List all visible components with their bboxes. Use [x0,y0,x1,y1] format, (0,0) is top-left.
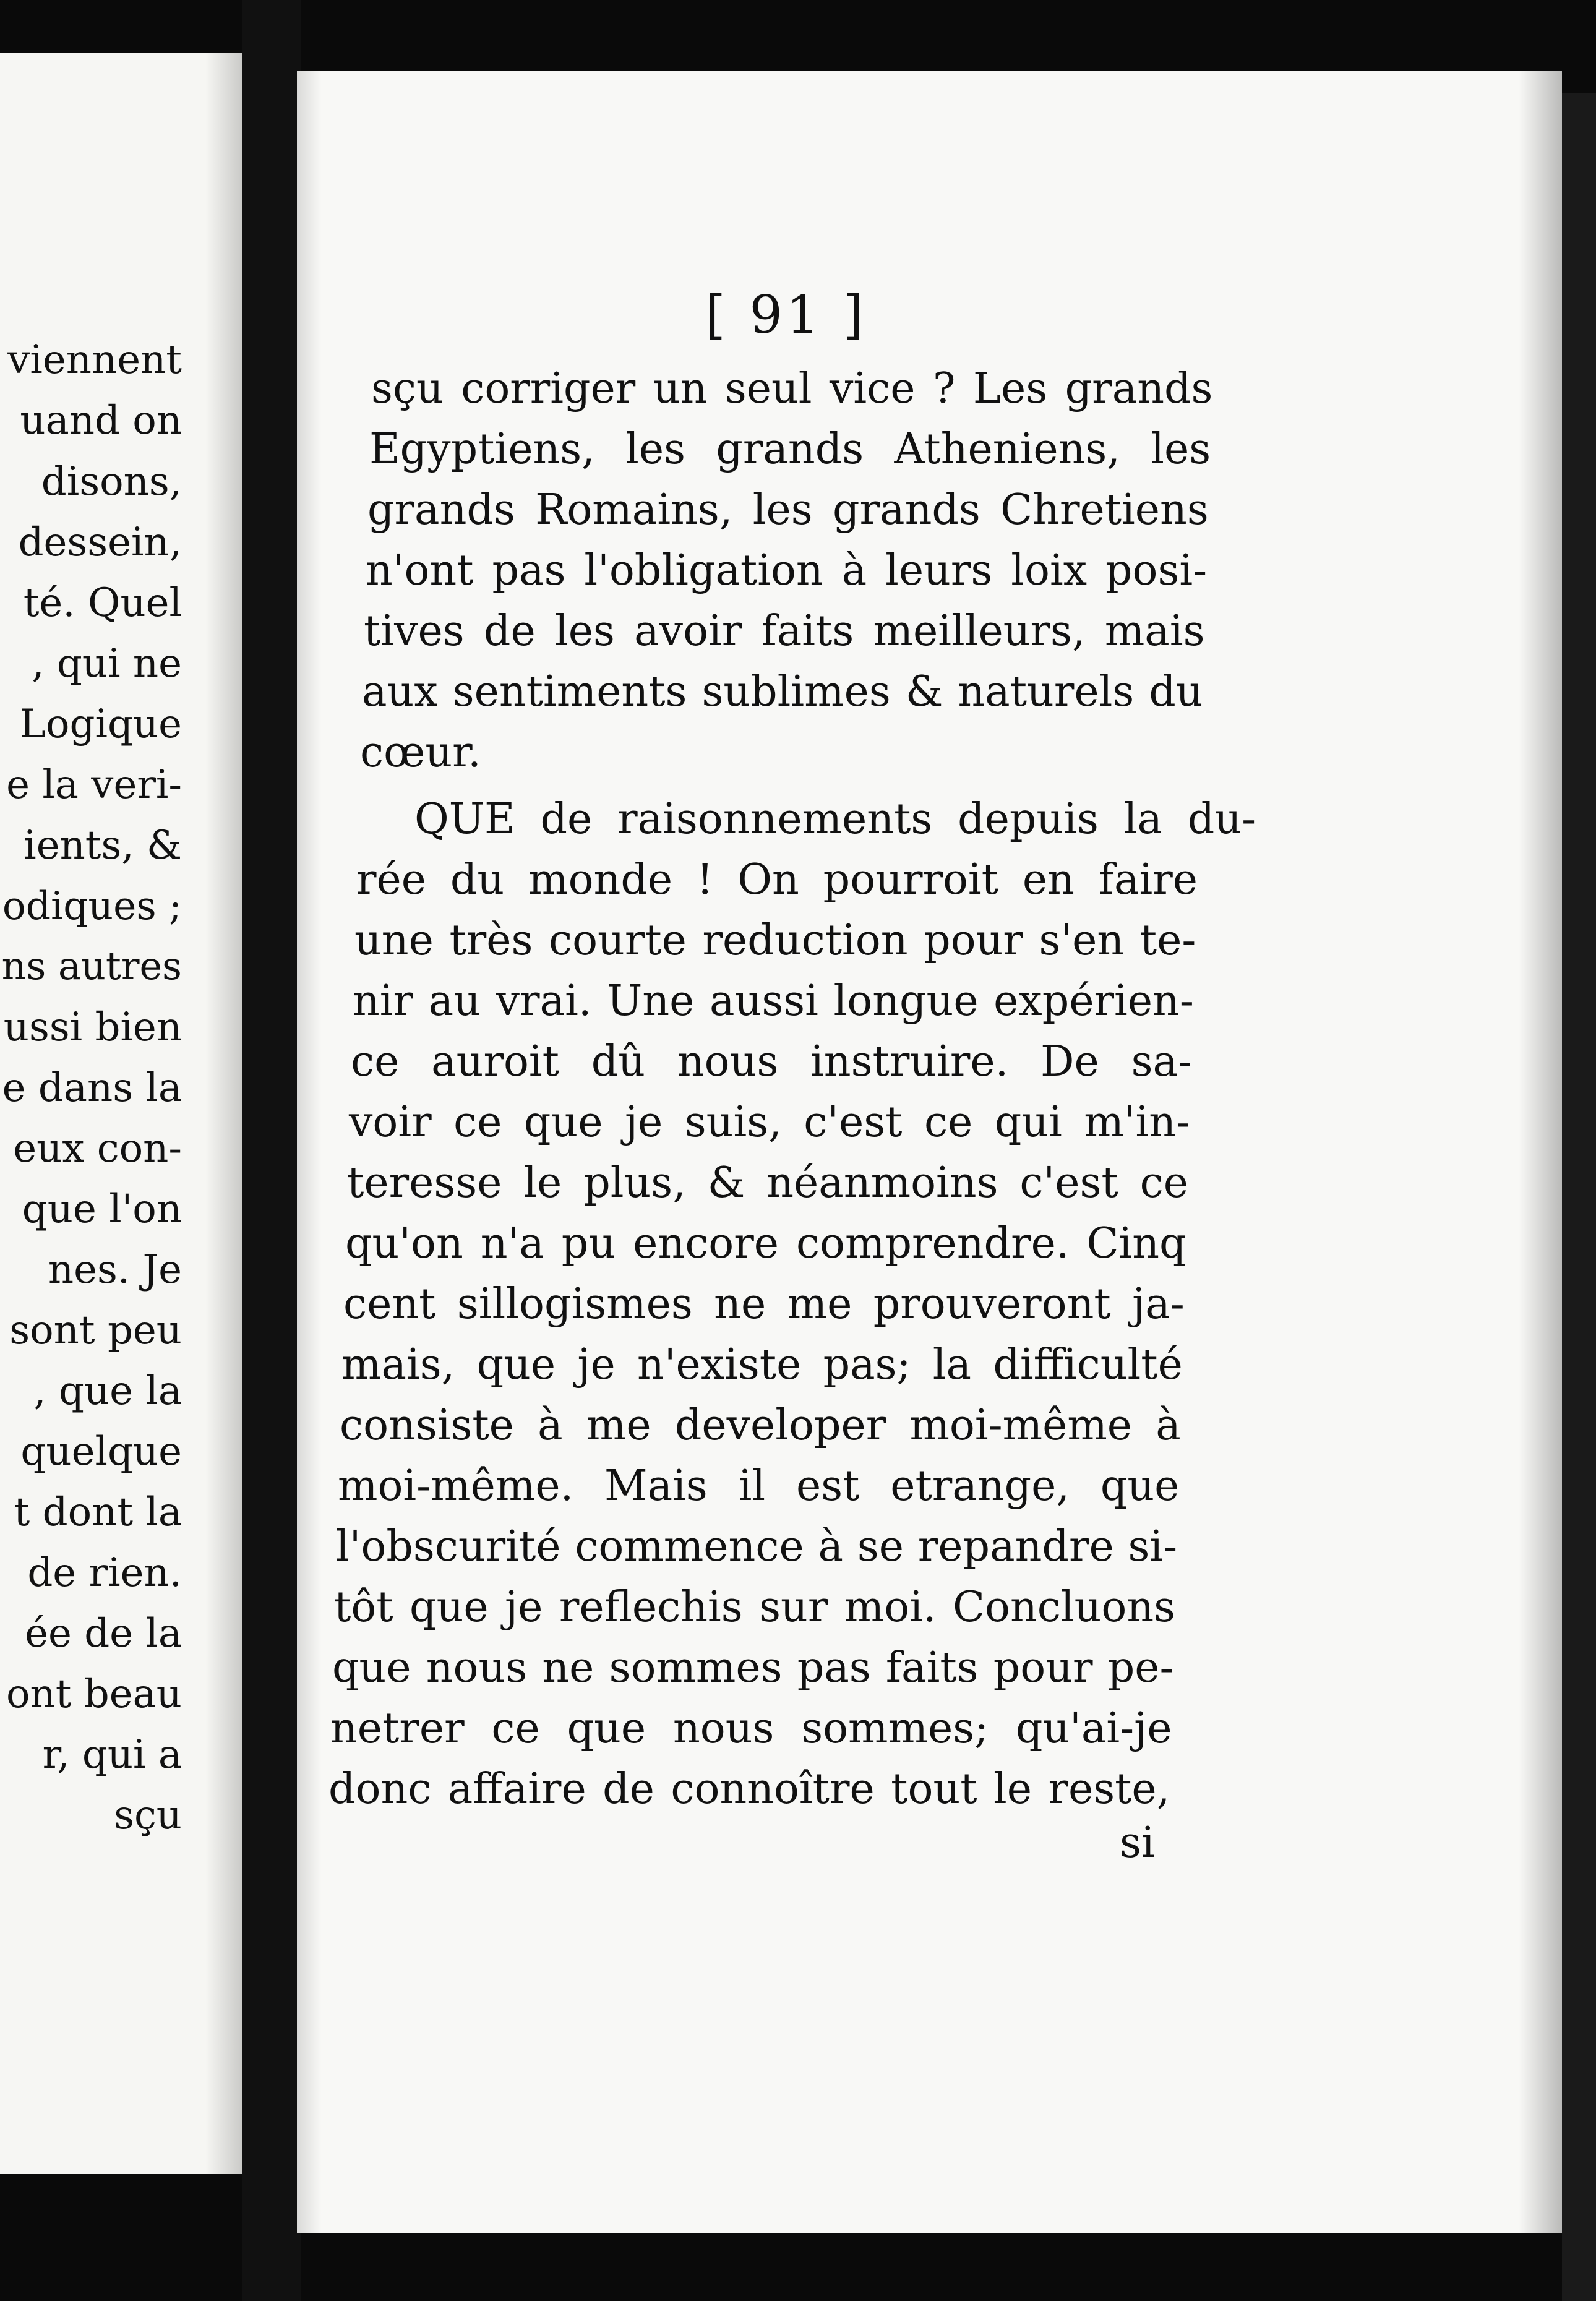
text-line: sçu [114,1793,182,1838]
text-line: sçu corriger un seul vice ? Les grands [371,364,1213,413]
text-line: tôt que je reflechis sur moi. Concluons [334,1583,1176,1632]
text-line: dessein, [18,520,182,565]
page-shadow [297,71,322,2233]
text-line: ussi bien [3,1005,182,1050]
text-line: nir au vrai. Une aussi longue expérien- [353,977,1194,1026]
page-number: [ 91 ] [705,285,867,345]
text-line: aux sentiments sublimes & naturels du [362,667,1203,716]
text-line: cœur. [360,728,481,777]
text-line: qu'on n'a pu encore comprendre. Cinq [345,1219,1186,1268]
text-line: netrer ce que nous sommes; qu'ai-je [330,1704,1172,1753]
text-line: donc affaire de connoître tout le reste, [328,1765,1170,1814]
book-gutter [242,0,301,2301]
text-line: moi-même. Mais il est etrange, que [338,1462,1180,1510]
text-line: rée du monde ! On pourroit en faire [356,855,1198,904]
text-line: sont peu [9,1308,182,1353]
text-line: mais, que je n'existe pas; la difficulté [341,1340,1183,1389]
text-line: l'obscurité commence à se repandre si- [336,1522,1178,1571]
text-line: tives de les avoir faits meilleurs, mais [364,607,1205,656]
text-line: ont beau [6,1671,182,1717]
catchword: si [1120,1819,1155,1867]
text-line: ce auroit dû nous instruire. De sa- [351,1037,1192,1086]
text-line: nes. Je [48,1247,182,1293]
page-edge [1562,93,1596,2301]
text-line: voir ce que je suis, c'est ce qui m'in- [349,1098,1191,1147]
text-line: teresse le plus, & néanmoins c'est ce [347,1159,1188,1207]
left-page [0,53,242,2174]
text-line: Egyptiens, les grands Atheniens, les [369,425,1211,474]
right-page [297,71,1562,2233]
text-line: de rien. [27,1550,182,1596]
text-line: , qui ne [32,641,182,687]
text-line: disons, [41,459,182,505]
text-line: uand on [20,398,182,443]
text-line: ée de la [25,1611,182,1656]
text-line: t dont la [14,1489,182,1535]
text-line: quelque [20,1429,182,1475]
text-line: e dans la [2,1065,182,1111]
text-line: odiques ; [2,883,182,928]
text-line: té. Quel [23,580,182,626]
text-line: , que la [33,1368,182,1414]
text-line: Logique [19,701,182,747]
text-line: n'ont pas l'obligation à leurs loix posi- [366,546,1208,595]
text-line: QUE de raisonnements depuis la du- [414,795,1256,844]
text-line: consiste à me developer moi-même à [340,1401,1181,1450]
page-shadow [205,53,242,2174]
text-line: une très courte reduction pour s'en te- [354,916,1196,965]
text-line: cent sillogismes ne me prouveront ja- [343,1280,1185,1329]
page-shadow [1519,71,1562,2233]
text-line: que l'on [22,1186,182,1232]
text-line: ns autres [1,943,182,988]
text-line: r, qui a [42,1732,182,1778]
text-line: que nous ne sommes pas faits pour pe- [332,1643,1174,1692]
text-line: ients, & [24,823,182,868]
text-line: eux con- [13,1126,182,1172]
text-line: grands Romains, les grands Chretiens [367,486,1209,534]
text-line: e la veri- [6,762,182,808]
text-line: viennent [7,337,182,383]
